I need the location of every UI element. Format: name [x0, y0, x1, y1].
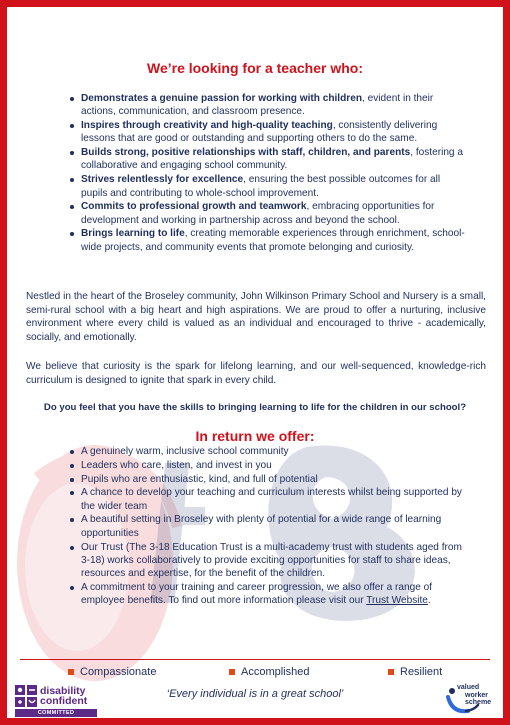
list-item: Pupils who are enthusiastic, kind, and full of potential	[69, 473, 465, 486]
section-heading-looking-for: We’re looking for a teacher who:	[146, 60, 363, 76]
value-resilient	[388, 666, 442, 678]
item-bold: Demonstrates a genuine passion for working with children	[81, 93, 362, 104]
list-item: Leaders who care, listen, and invest in you	[69, 459, 465, 472]
teacher-qualities-list	[69, 92, 467, 255]
list-item	[69, 119, 467, 146]
item-bold: Strives relentlessly for excellence	[81, 174, 244, 186]
square-bullet-icon	[229, 669, 235, 675]
curriculum-paragraph: We believe that curiosity is the spark for lifelong learning, and our well-sequenced, knowledge-rich curriculum is designed to ignite that spark in every child.	[26, 361, 486, 386]
skills-question: Do you feel that you have the skills to bringing learning to life for the children in our school?	[43, 402, 467, 413]
valued-worker-scheme-logo	[444, 683, 499, 715]
list-item: A chance to develop your teaching and curriculum interests whilst being supported by the wider team	[69, 486, 465, 513]
item-end: .	[427, 595, 431, 607]
item-bold: Commits to professional growth and teamwork	[81, 201, 307, 213]
value-label: Resilient	[400, 666, 443, 678]
item-bold: Brings learning to life	[81, 228, 185, 240]
footer-divider	[20, 659, 490, 660]
valued-worker-text	[457, 684, 491, 707]
item-text: , creating memorable experiences through enrichment, school-wide projects, and community events that promote belonging and curiosity.	[81, 228, 465, 253]
vw-line1: valued	[457, 684, 480, 691]
list-item	[69, 227, 467, 254]
school-motto: ‘Every individual is in a great school’	[166, 688, 344, 700]
item-bold: Inspires through creativity and high-quality teaching	[81, 120, 333, 132]
dc-committed-strip: COMMITTED	[15, 709, 97, 717]
list-item: Our Trust (The 3-18 Education Trust is a multi-academy trust with students aged from 3-18) works collaboratively to provide exciting opportunities for staff to share ideas, resources and expertise, for the benefit of the children.	[69, 541, 465, 581]
value-compassionate	[68, 666, 156, 678]
list-item	[69, 581, 465, 608]
item-text: A commitment to your training and career progression, we also offer a range of employee benefits. To find out more information please visit our	[81, 581, 433, 607]
disability-confident-badge-icon	[15, 685, 37, 707]
school-intro-paragraph: Nestled in the heart of the Broseley community, John Wilkinson Primary School and Nursery is a small, semi-rural school with a big heart and high aspirations. We are proud to offer a nurturing, inclusive environment where every child is valued as an individual and encouraged to thrive - academically, socially, and emotionally.	[26, 291, 486, 343]
value-accomplished	[229, 666, 309, 678]
item-text: , fostering a collaborative and engaging school community.	[81, 147, 463, 172]
value-label: Compassionate	[80, 666, 157, 678]
list-item	[69, 173, 467, 200]
value-label: Accomplished	[241, 666, 310, 678]
disability-confident-text	[40, 686, 87, 706]
list-item	[69, 146, 467, 173]
list-item	[69, 92, 467, 119]
item-text: , evident in their actions, communication, and classroom presence.	[81, 93, 434, 118]
trust-website-link[interactable]: Trust Website	[366, 595, 428, 607]
list-item: A genuinely warm, inclusive school community	[69, 445, 465, 458]
section-heading-offer: In return we offer:	[195, 428, 315, 444]
list-item	[69, 200, 467, 227]
dc-line2: confident	[40, 695, 88, 707]
square-bullet-icon	[388, 669, 394, 675]
square-bullet-icon	[68, 669, 74, 675]
benefits-list	[69, 445, 465, 608]
list-item: A beautiful setting in Broseley with plenty of potential for a wide range of learning opportunities	[69, 513, 465, 540]
watermark-text: 3-18	[7, 7, 10, 8]
item-text: , consistently delivering lessons that are good or outstanding and supporting others to do the same.	[81, 120, 438, 145]
item-text: , embracing opportunities for development and working in partnership across and beyond the school.	[81, 201, 435, 226]
vw-line3: scheme	[465, 699, 492, 706]
dc-line1: disability	[40, 685, 86, 697]
item-bold: Builds strong, positive relationships with staff, children, and parents	[81, 147, 411, 159]
disability-confident-logo	[15, 685, 100, 717]
item-text: , ensuring the best possible outcomes for all pupils and contributing to whole-school improvement.	[81, 174, 441, 199]
vw-line2: worker	[465, 691, 488, 699]
